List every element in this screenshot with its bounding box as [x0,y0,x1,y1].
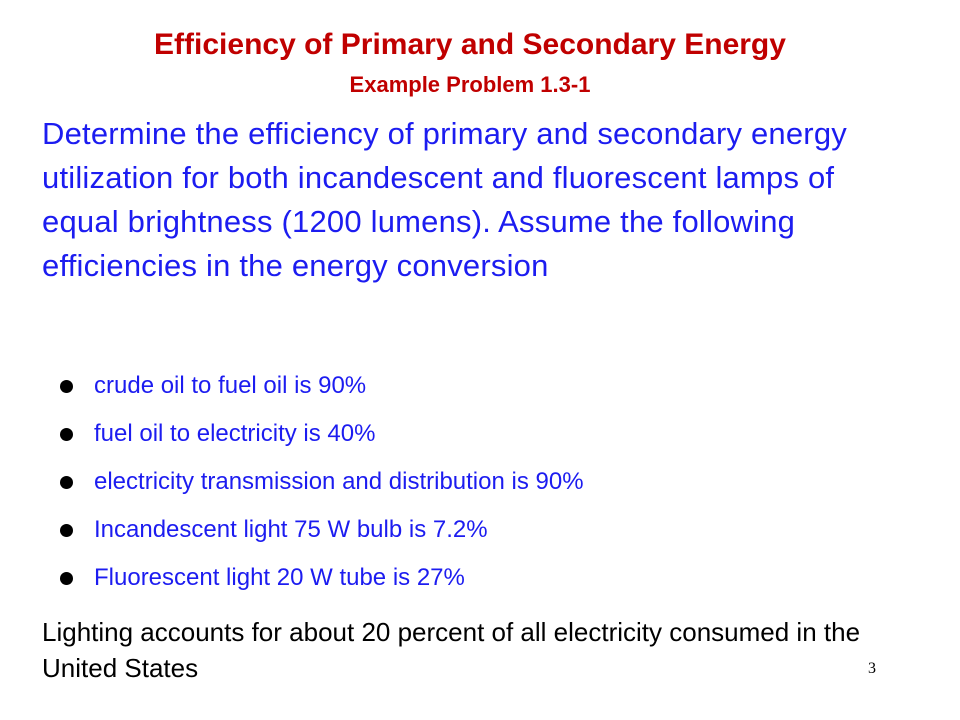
list-item-text: Fluorescent light 20 W tube is 27% [94,564,465,591]
slide-title: Efficiency of Primary and Secondary Energy [154,28,786,61]
list-item-text: crude oil to fuel oil is 90% [94,372,367,399]
problem-statement: Determine the efficiency of primary and secondary energy utilization for both incandescent and fluorescent lamps of equal brightness (1200 lumens). Assume the following efficiencies in the energy conversion [42,116,847,283]
list-item [58,410,918,458]
list-item [58,554,918,602]
bullet-icon [60,476,73,489]
bullet-icon [60,428,73,441]
bullet-icon [60,380,73,393]
page-number: 3 [868,660,876,677]
list-item-text: electricity transmission and distribution is 90% [94,468,584,495]
list-item [58,506,918,554]
efficiency-list [58,362,918,602]
footnote: Lighting accounts for about 20 percent of all electricity consumed in the United States [42,617,861,683]
slide-subtitle: Example Problem 1.3-1 [349,72,591,97]
bullet-icon [60,572,73,585]
list-item [58,458,918,506]
list-item [58,362,918,410]
list-item-text: fuel oil to electricity is 40% [94,420,376,447]
list-item-text: Incandescent light 75 W bulb is 7.2% [94,516,488,543]
bullet-icon [60,524,73,537]
